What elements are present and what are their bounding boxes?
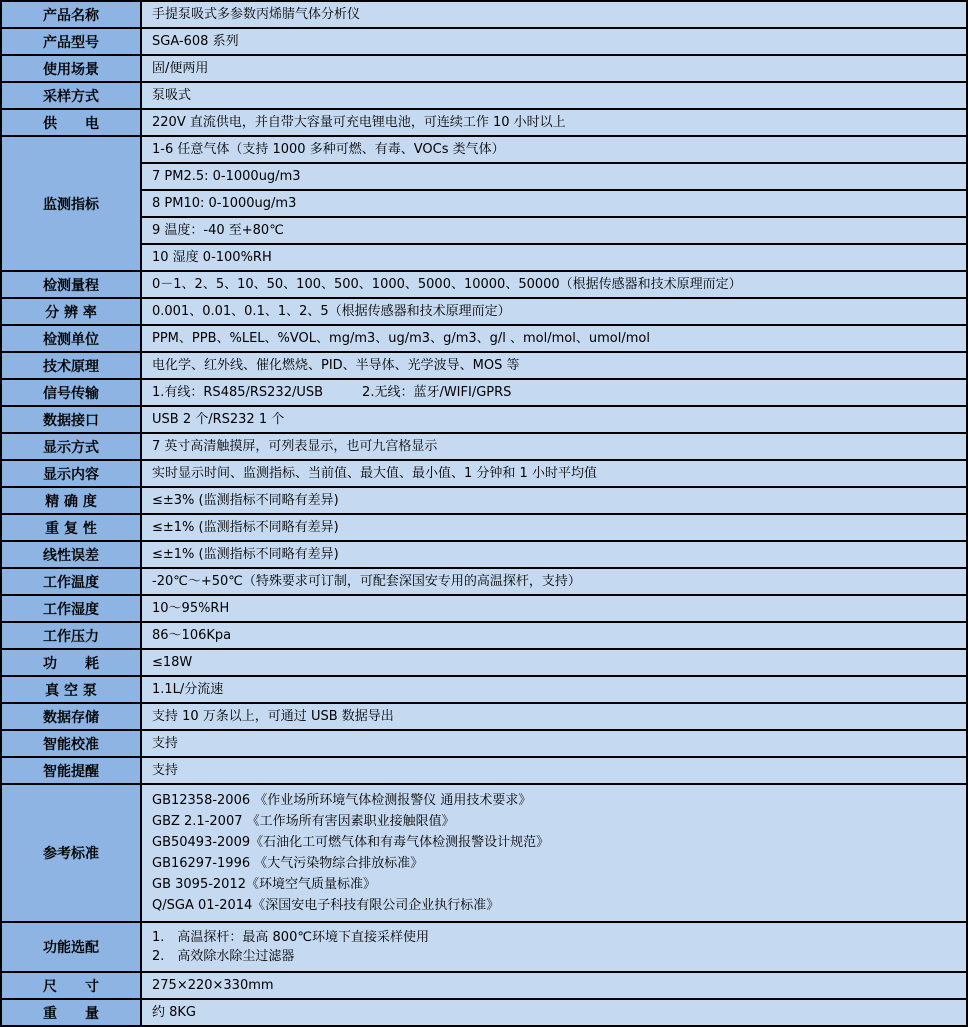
spec-row-sampling-method xyxy=(1,82,967,109)
spec-row-repeatability xyxy=(1,514,967,541)
spec-row-detection-unit xyxy=(1,325,967,352)
row-label-weight: 重 量 xyxy=(1,999,141,1026)
spec-row-monitoring-humidity xyxy=(1,244,967,271)
row-value-detection-unit: PPM、PPB、%LEL、%VOL、mg/m3、ug/m3、g/m3、g/l 、mol/mol、umol/mol xyxy=(141,325,967,352)
spec-row-working-pressure xyxy=(1,622,967,649)
standard-line: GB 3095-2012《环境空气质量标准》 xyxy=(152,877,376,892)
row-label-smart-reminder: 智能提醒 xyxy=(1,757,141,784)
standard-line: GB12358-2006 《作业场所环境气体检测报警仪 通用技术要求》 xyxy=(152,793,532,808)
option-line: 1. 高温探杆：最高 800℃环境下直接采样使用 xyxy=(152,930,429,945)
row-value-optional-features xyxy=(141,922,967,972)
spec-row-linearity-error xyxy=(1,541,967,568)
row-value-power-consumption: ≤18W xyxy=(141,649,967,676)
row-label-optional-features: 功能选配 xyxy=(1,922,141,972)
row-value-technology-principle: 电化学、红外线、催化燃烧、PID、半导体、光学波导、MOS 等 xyxy=(141,352,967,379)
spec-row-power-supply xyxy=(1,109,967,136)
row-label-reference-standards: 参考标准 xyxy=(1,784,141,922)
spec-row-resolution xyxy=(1,298,967,325)
row-value-vacuum-pump: 1.1L/分流速 xyxy=(141,676,967,703)
monitoring-item: 9 温度：-40 至+80℃ xyxy=(141,217,967,244)
row-label-monitoring-indicators: 监测指标 xyxy=(1,136,141,271)
spec-row-accuracy xyxy=(1,487,967,514)
row-label-sampling-method: 采样方式 xyxy=(1,82,141,109)
spec-row-working-humidity xyxy=(1,595,967,622)
row-label-working-pressure: 工作压力 xyxy=(1,622,141,649)
row-label-product-model: 产品型号 xyxy=(1,28,141,55)
row-label-repeatability: 重 复 性 xyxy=(1,514,141,541)
row-label-detection-range: 检测量程 xyxy=(1,271,141,298)
spec-row-dimensions xyxy=(1,972,967,999)
spec-row-product-name xyxy=(1,1,967,28)
spec-row-monitoring-temperature xyxy=(1,217,967,244)
row-value-product-model: SGA-608 系列 xyxy=(141,28,967,55)
row-value-signal-transmission: 1.有线：RS485/RS232/USB 2.无线：蓝牙/WIFI/GPRS xyxy=(141,379,967,406)
row-label-power-consumption: 功 耗 xyxy=(1,649,141,676)
spec-row-optional-features xyxy=(1,922,967,972)
row-label-working-temperature: 工作温度 xyxy=(1,568,141,595)
standard-line: Q/SGA 01-2014《深国安电子科技有限公司企业执行标准》 xyxy=(152,898,500,913)
spec-row-monitoring-pm10 xyxy=(1,190,967,217)
spec-row-technology-principle xyxy=(1,352,967,379)
row-label-signal-transmission: 信号传输 xyxy=(1,379,141,406)
row-label-detection-unit: 检测单位 xyxy=(1,325,141,352)
row-value-weight: 约 8KG xyxy=(141,999,967,1026)
monitoring-item: 8 PM10: 0-1000ug/m3 xyxy=(141,190,967,217)
row-label-working-humidity: 工作湿度 xyxy=(1,595,141,622)
spec-row-vacuum-pump xyxy=(1,676,967,703)
spec-row-product-model xyxy=(1,28,967,55)
row-value-usage-scenario: 固/便两用 xyxy=(141,55,967,82)
spec-row-reference-standards xyxy=(1,784,967,922)
row-label-product-name: 产品名称 xyxy=(1,1,141,28)
row-label-smart-calibration: 智能校准 xyxy=(1,730,141,757)
spec-row-smart-calibration xyxy=(1,730,967,757)
row-value-working-humidity: 10～95%RH xyxy=(141,595,967,622)
standard-line: GB16297-1996 《大气污染物综合排放标准》 xyxy=(152,856,424,871)
spec-row-data-storage xyxy=(1,703,967,730)
row-value-accuracy: ≤±3% (监测指标不同略有差异) xyxy=(141,487,967,514)
row-label-display-mode: 显示方式 xyxy=(1,433,141,460)
spec-row-display-content xyxy=(1,460,967,487)
spec-row-smart-reminder xyxy=(1,757,967,784)
row-value-data-interface: USB 2 个/RS232 1 个 xyxy=(141,406,967,433)
row-label-data-storage: 数据存储 xyxy=(1,703,141,730)
row-label-accuracy: 精 确 度 xyxy=(1,487,141,514)
spec-row-detection-range xyxy=(1,271,967,298)
row-value-repeatability: ≤±1% (监测指标不同略有差异) xyxy=(141,514,967,541)
row-label-data-interface: 数据接口 xyxy=(1,406,141,433)
spec-row-signal-transmission xyxy=(1,379,967,406)
row-label-usage-scenario: 使用场景 xyxy=(1,55,141,82)
option-line: 2. 高效除水除尘过滤器 xyxy=(152,949,295,964)
row-value-smart-reminder: 支持 xyxy=(141,757,967,784)
monitoring-item: 1-6 任意气体（支持 1000 多种可燃、有毒、VOCs 类气体） xyxy=(141,136,967,163)
row-value-working-temperature: -20℃～+50℃（特殊要求可订制，可配套深国安专用的高温探杆，支持） xyxy=(141,568,967,595)
row-value-reference-standards xyxy=(141,784,967,922)
spec-row-monitoring-indicators xyxy=(1,136,967,163)
row-value-resolution: 0.001、0.01、0.1、1、2、5（根据传感器和技术原理而定） xyxy=(141,298,967,325)
standard-line: GBZ 2.1-2007 《工作场所有害因素职业接触限值》 xyxy=(152,814,455,829)
standard-line: GB50493-2009《石油化工可燃气体和有毒气体检测报警设计规范》 xyxy=(152,835,550,850)
spec-row-monitoring-pm25 xyxy=(1,163,967,190)
row-label-display-content: 显示内容 xyxy=(1,460,141,487)
row-label-dimensions: 尺 寸 xyxy=(1,972,141,999)
row-value-detection-range: 0－1、2、5、10、50、100、500、1000、5000、10000、50000（根据传感器和技术原理而定） xyxy=(141,271,967,298)
row-value-product-name: 手提泵吸式多参数丙烯腈气体分析仪 xyxy=(141,1,967,28)
monitoring-item: 7 PM2.5: 0-1000ug/m3 xyxy=(141,163,967,190)
monitoring-item: 10 湿度 0-100%RH xyxy=(141,244,967,271)
row-label-linearity-error: 线性误差 xyxy=(1,541,141,568)
row-value-display-mode: 7 英寸高清触摸屏，可列表显示，也可九宫格显示 xyxy=(141,433,967,460)
row-label-vacuum-pump: 真 空 泵 xyxy=(1,676,141,703)
row-label-technology-principle: 技术原理 xyxy=(1,352,141,379)
spec-row-usage-scenario xyxy=(1,55,967,82)
row-value-sampling-method: 泵吸式 xyxy=(141,82,967,109)
spec-row-power-consumption xyxy=(1,649,967,676)
spec-row-weight xyxy=(1,999,967,1026)
row-value-working-pressure: 86～106Kpa xyxy=(141,622,967,649)
spec-row-data-interface xyxy=(1,406,967,433)
row-value-linearity-error: ≤±1% (监测指标不同略有差异) xyxy=(141,541,967,568)
spec-row-display-mode xyxy=(1,433,967,460)
row-value-smart-calibration: 支持 xyxy=(141,730,967,757)
row-value-data-storage: 支持 10 万条以上，可通过 USB 数据导出 xyxy=(141,703,967,730)
row-value-display-content: 实时显示时间、监测指标、当前值、最大值、最小值、1 分钟和 1 小时平均值 xyxy=(141,460,967,487)
row-value-power-supply: 220V 直流供电，并自带大容量可充电锂电池，可连续工作 10 小时以上 xyxy=(141,109,967,136)
spec-row-working-temperature xyxy=(1,568,967,595)
row-label-power-supply: 供 电 xyxy=(1,109,141,136)
row-value-dimensions: 275×220×330mm xyxy=(141,972,967,999)
row-label-resolution: 分 辨 率 xyxy=(1,298,141,325)
